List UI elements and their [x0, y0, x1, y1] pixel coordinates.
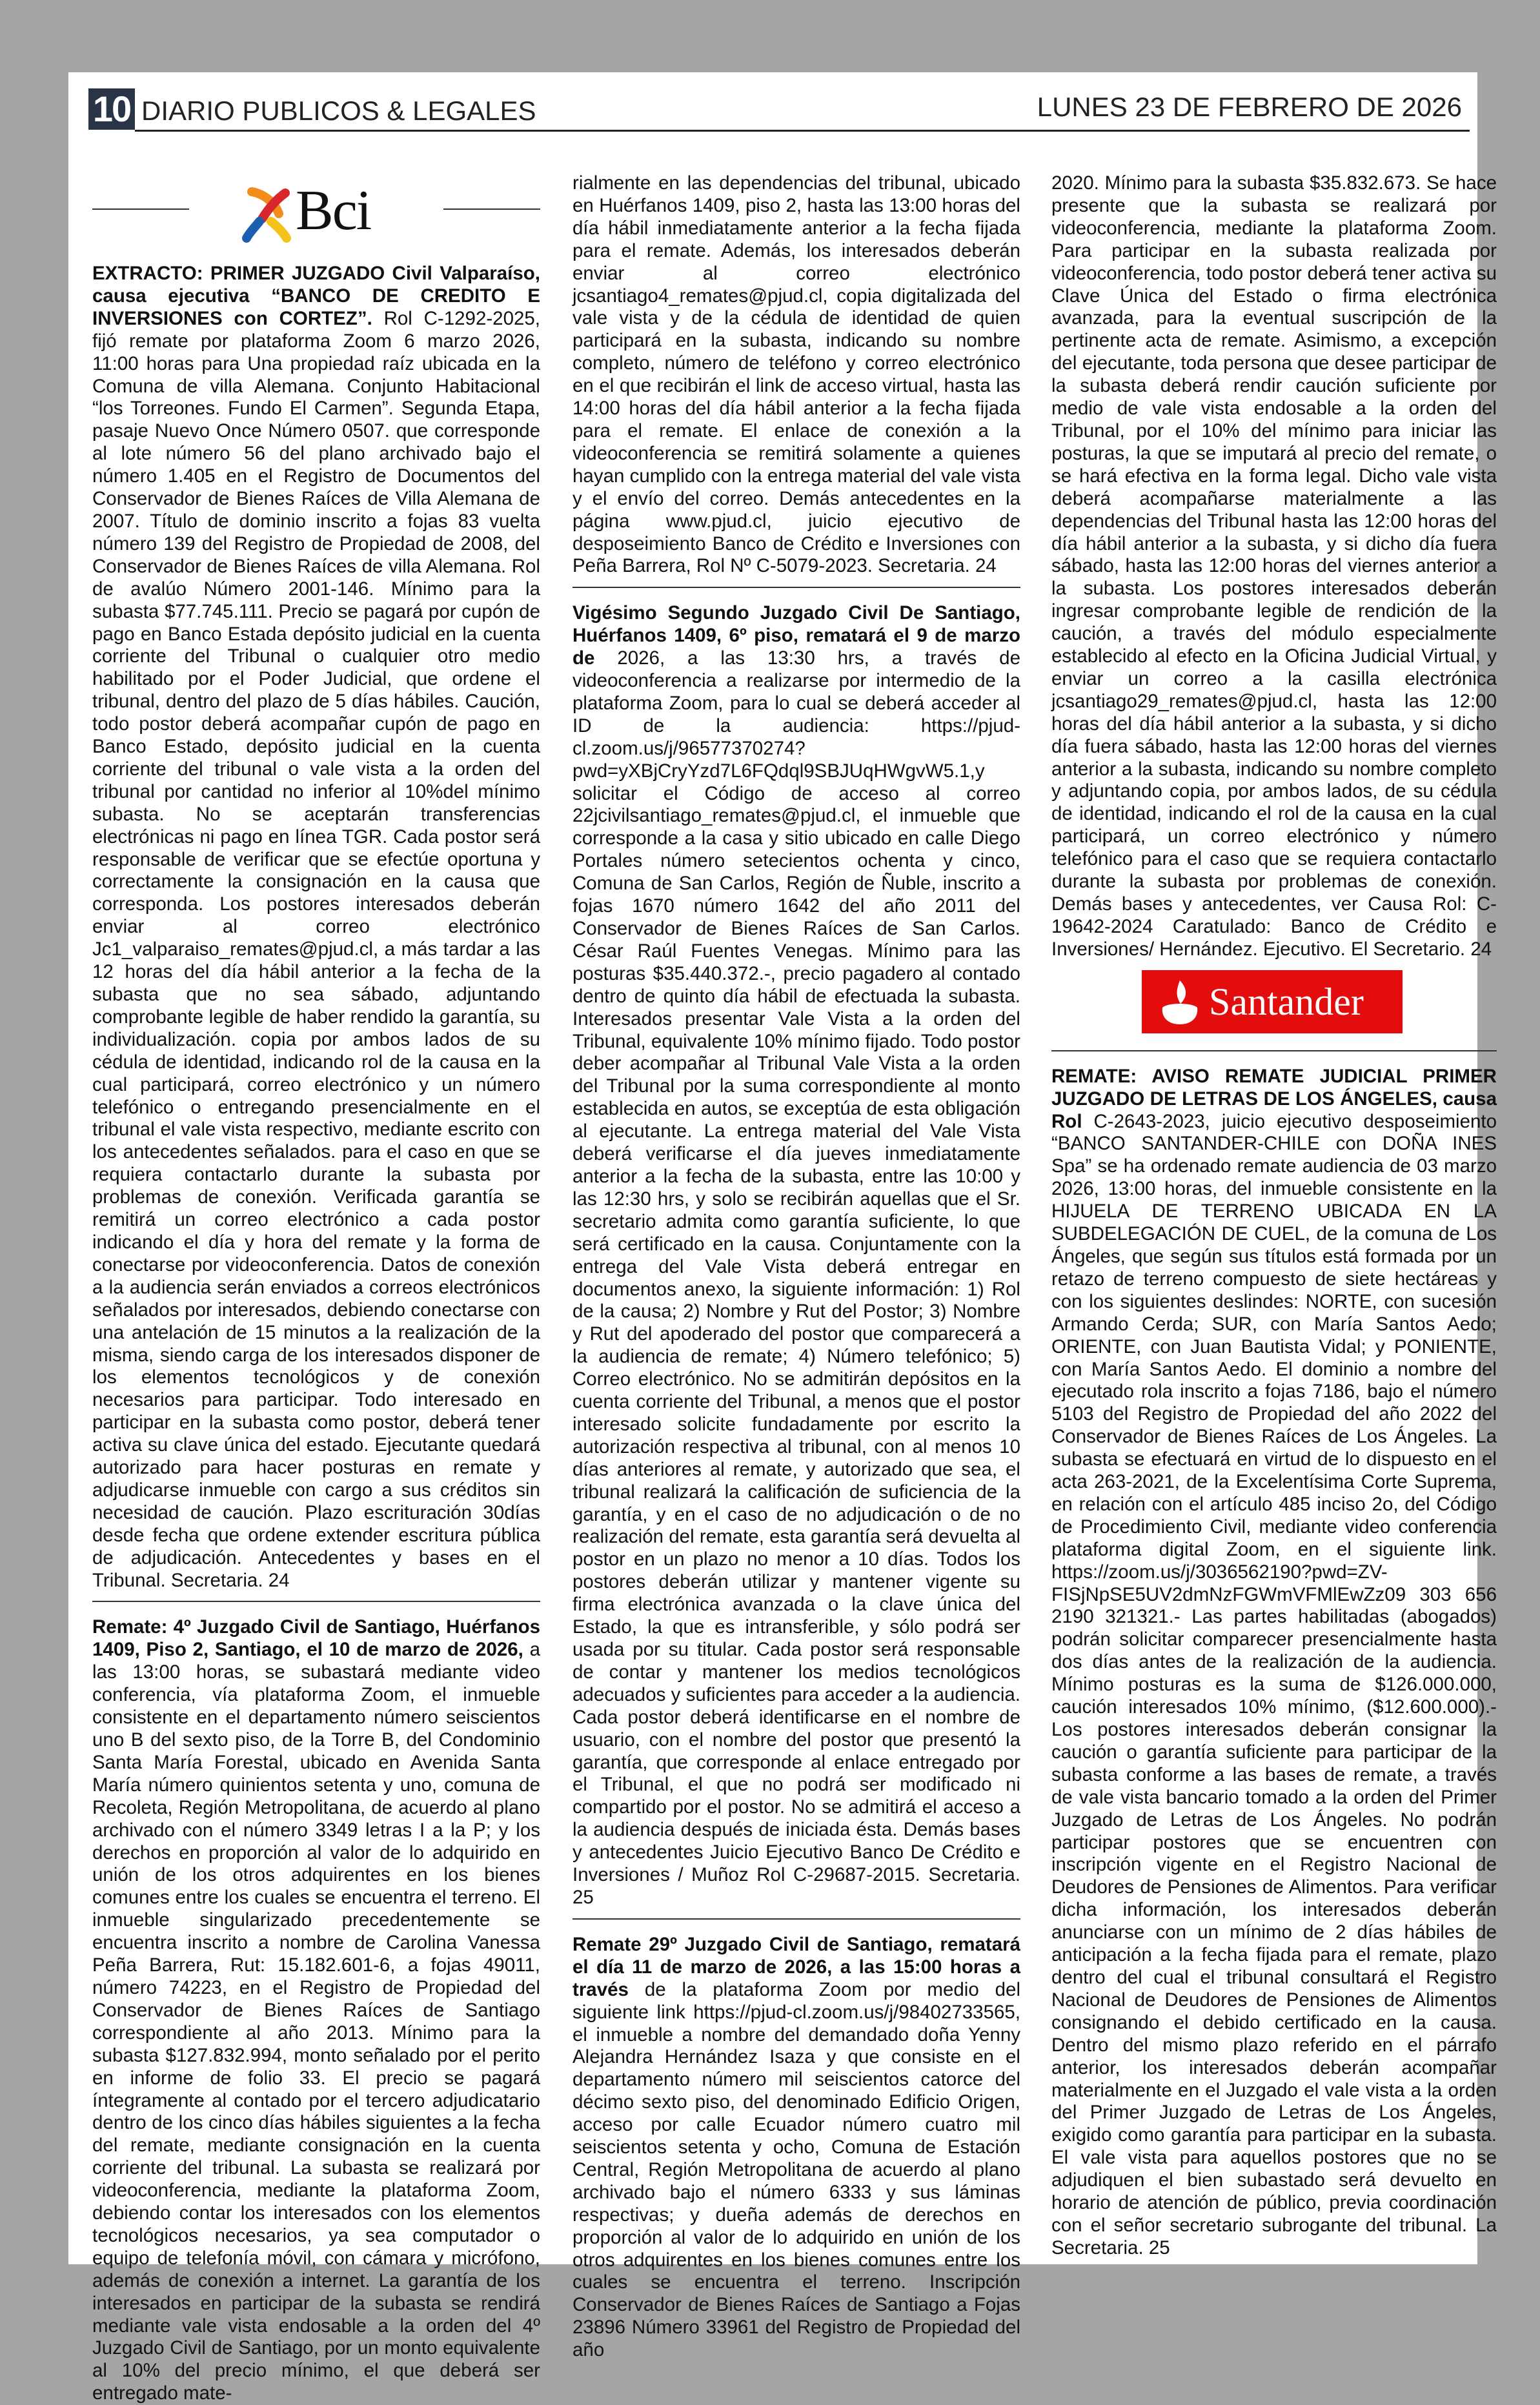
notice-body: rialmente en las dependencias del tribunal, ubicado en Huérfanos 1409, piso 2, hasta las 13:00 horas del día hábil inmediatamente anterior a la fecha fijada para el remate. Además, los interesados deberán enviar al correo electrónico jcsantiago4_remates@pjud.cl, copia digitalizada del vale vista y de la cédula de identidad de quien participará en la subasta, indicando su nombre completo, número de teléfono y correo electrónico en el que recibirán el link de acceso virtual, hasta las 14:00 horas del día hábil anterior a la fecha fijada para el remate. El enlace de conexión a la videoconferencia se remitirá solamente a quienes hayan cumplido con la entrega material del vale vista y el envío del correo. Demás antecedentes en la página www.pjud.cl, juicio ejecutivo de desposeimiento Banco de Crédito e Inversiones con Peña Barrera, Rol Nº C-5079-2023. Secretaria. 24 — [572, 172, 1020, 577]
logo-rule-right — [443, 208, 540, 210]
bci-logo — [92, 172, 540, 249]
notice-body: C-2643-2023, juicio ejecutivo desposeimiento “BANCO SANTANDER-CHILE con DOÑA INES Spa” se ha ordenado remate audiencia de 03 marzo 2026, 13:00 horas, del inmueble consistente en la HIJUELA DE TERRENO UBICADA EN LA SUBDELEGACIÓN DE CUEL, de la comuna de Los Ángeles, que según sus títulos está formada por un retazo de terreno compuesto de siete hectáreas y con los siguientes deslindes: NORTE, con sucesión Armando Cerda; SUR, con María Santos Aedo; ORIENTE, con Juan Bautista Vidal; y PONIENTE, con María Santos Aedo. El dominio a nombre del ejecutado rola inscrito a fojas 7186, bajo el número 5103 del Registro de Propiedad del año 2022 del Conservador de Bienes Raíces de Los Ángeles. La subasta se efectuará en virtud de lo dispuesto en el acta 263-2021, de la Excelentísima Corte Suprema, en relación con el artículo 485 inciso 2o, del Código de Procedimiento Civil, mediante video conferencia plataforma digital Zoom, en el siguiente link. https://zoom.us/j/3036562190?pwd=ZV-FISjNpSE5UV2dmNzFGWmVFMlEwZz09 303 656 2190 321321.- Las partes habilitadas (abogados) podrán solicitar comparecer presencialmente hasta dos días antes de la realización de la audiencia. Mínimo posturas es la suma de $126.000.000, caución interesados 10% mínimo, ($12.600.000).- Los postores interesados deberán consignar la caución o garantía suficiente para participar de la subasta conforme a las bases de remate, a través de vale vista bancario tomado a la orden del Primer Juzgado de Letras de Los Ángeles. No podrán participar postores que se encuentren con inscripción vigente en el Registro Nacional de Deudores de Pensiones de Alimentos. Para verificar dicha información, los interesados deberán anunciarse con un mínimo de 2 días hábiles de anticipación a la fecha fijada para el remate, plazo dentro del cual el tribunal consultará el Registro Nacional de Deudores de Pensiones de Alimentos consignando el debido certificado en la causa. Dentro del mismo plazo referido en el párrafo anterior, los interesados deberán acompañar materialmente en el Juzgado el vale vista a la orden del Primer Juzgado de Letras de Los Ángeles, exigido como garantía para participar en la subasta. El vale vista para aquellos postores que no se adjudiquen el bien subastado será devuelto en horario de atención de público, previa coordinación con el señor secretario subrogante del tribunal. La Secretaria. 25 — [1051, 1110, 1497, 2258]
santander-logo-text: Santander — [1209, 980, 1364, 1023]
notice-body: a las 13:00 horas, se subastará mediante video conferencia, vía plataforma Zoom, el inmueble consistente en el departamento número seiscientos uno B del sexto piso, de la Torre B, del Condominio Santa María Forestal, ubicado en Avenida Santa María número quinientos setenta y uno, comuna de Recoleta, Región Metropolitana, de acuerdo al plano archivado con el número 3349 letras I a la P; y los derechos en proporción al valor de lo adquirido en unión de los otros adquirentes en los bienes comunes entre los cuales se encuentra el terreno. El inmueble singularizado precedentemente se encuentra inscrito a nombre de Carolina Vanessa Peña Barrera, Rut: 15.182.601-6, a fojas 49011, número 74223, en el Registro de Propiedad del Conservador de Bienes Raíces de Santiago correspondiente al año 2013. Mínimo para la subasta $127.832.994, monto señalado por el perito en informe de folio 33. El precio se pagará íntegramente al contado por el tercero adjudicatario dentro de los cinco días hábiles siguientes a la fecha del remate, mediante consignación en la cuenta corriente del tribunal. La subasta se realizará por videoconferencia, mediante la plataforma Zoom, debiendo contar los interesados con los elementos tecnológicos necesarios, ya sea computador o equipo de telefonía móvil, con cámara y micrófono, además de conexión a internet. La garantía de los interesados en participar de la subasta se rendirá mediante vale vista endosable a la orden del 4º Juzgado Civil de Santiago, por un monto equivalente al 10% del precio mínimo, el que deberá ser entregado mate- — [92, 1639, 540, 2404]
notice-divider — [572, 587, 1020, 588]
santander-logo-box — [1142, 970, 1403, 1033]
bci-logo-mark — [240, 179, 408, 243]
notice-29-juzgado-santiago — [572, 1934, 1020, 2362]
bci-swirl-icon — [240, 185, 298, 243]
column-1 — [92, 172, 540, 2404]
notice-heading: Remate 29º Juzgado Civil de Santiago, rematará el día 11 de marzo de 2026, a las 15:00 horas a través — [572, 1933, 1020, 2000]
notice-bci-valparaiso — [92, 263, 540, 1592]
notice-santander-los-angeles — [1051, 1066, 1497, 2260]
notice-heading: Remate: 4º Juzgado Civil de Santiago, Huérfanos 1409, Piso 2, Santiago, el 10 de marzo de 2026, — [92, 1616, 540, 1661]
paper-name: DIARIO PUBLICOS & LEGALES — [141, 96, 536, 126]
notice-body: de la plataforma Zoom por medio del siguiente link https://pjud-cl.zoom.us/j/98402733565, el inmueble a nombre del demandado doña Yenny Alejandra Hernández Isaza y que consiste en el departamento número mil seiscientos catorce del décimo sexto piso, del denominado Edificio Origen, acceso por calle Ecuador número cuatro mil seiscientos setenta y ocho, Comuna de Estación Central, Región Metropolitana de acuerdo al plano archivado bajo el número 6333 y sus láminas respectivas; y dueña además de derechos en proporción al valor de lo adquirido en unión de los otros adquirentes en los bienes comunes entre los cuales se encuentra el terreno. Inscripción Conservador de Bienes Raíces de Santiago a Fojas 23896 Número 33961 del Registro de Propiedad del año — [572, 1978, 1020, 2361]
notice-divider — [572, 1918, 1020, 1920]
notice-body: Rol C-1292-2025, fijó remate por plataforma Zoom 6 marzo 2026, 11:00 horas para Una propiedad raíz ubicada en la Comuna de villa Alemana. Conjunto Habitacional “los Torreones. Fundo El Carmen”. Segunda Etapa, pasaje Nuevo Once Número 0507. que corresponde al lote número 56 del plano archivado bajo el número 1.405 en el Registro de Documentos del Conservador de Bienes Raíces de Villa Alemana de 2007. Título de dominio inscrito a fojas 83 vuelta número 139 del Registro de Propiedad de 2008, del Conservador de Bienes Raíces de villa Alemana. Rol de avalúo Número 2001-146. Mínimo para la subasta $77.745.111. Precio se pagará por cupón de pago en Banco Estada depósito judicial en la cuenta corriente del Tribunal o cualquier otro medio habilitado por el Poder Judicial, que ordene el tribunal, dentro del plazo de 5 días hábiles. Caución, todo postor deberá acompañar cupón de pago en Banco Estado, depósito judicial en la cuenta corriente del tribunal o vale vista a la orden del tribunal por cantidad no inferior al 10%del mínimo subasta. No se aceptarán transferencias electrónicas ni pago en línea TGR. Cada postor será responsable de verificar que se efectúe oportuna y correctamente la consignación en la causa que corresponda. Los postores interesados deberán enviar al correo electrónico Jc1_valparaiso_remates@pjud.cl, a más tardar a las 12 horas del día hábil anterior a la fecha de la subasta que no sea sábado, adjuntando comprobante legible de haber rendido la garantía, su individualización. copia por ambos lados de su cédula de identidad, indicando rol de la causa en la cual participará, correo electrónico y un número telefónico o entregando presencialmente en el tribunal el vale vista respectivo, mediante escrito con los antecedentes señalados. para el caso en que se requiera contactarlo durante la subasta por problemas de conexión. Verificada garantía se remitirá un correo electrónico a cada postor indicando el día y hora del remate y la forma de conectarse por videoconferencia. Datos de conexión a la audiencia serán enviados a correos electrónicos señalados por interesados, debiendo conectarse con una antelación de 15 minutos a la realización de la misma, siendo carga de los interesados disponer de los elementos tecnológicos y de conexión necesarios para participar. Todo interesado en participar en la subasta como postor, deberá tener activa su clave única del estado. Ejecutante quedará autorizado para hacer posturas en remate y adjudicarse inmueble con cargo a sus créditos sin necesidad de caución. Plazo escrituración 30días desde fecha que ordene extender escritura pública de adjudicación. Antecedentes y bases en el Tribunal. Secretaria. 24 — [92, 307, 540, 1591]
notice-heading: Vigésimo Segundo Juzgado Civil De Santiago, Huérfanos 1409, 6º piso, rematará el 9 de marzo de — [572, 602, 1020, 669]
notice-22-juzgado-santiago — [572, 602, 1020, 1909]
notice-heading: EXTRACTO: PRIMER JUZGADO Civil Valparaíso, causa ejecutiva “BANCO DE CREDITO E INVERSIONES con CORTEZ”. — [92, 263, 540, 329]
column-2 — [572, 172, 1020, 2361]
notice-divider — [1051, 1050, 1497, 1051]
issue-date: LUNES 23 DE FEBRERO DE 2026 — [1037, 92, 1462, 122]
column-3 — [1051, 172, 1497, 2258]
newspaper-sheet — [68, 72, 1497, 2404]
page-header — [88, 88, 1470, 134]
notice-heading: REMATE: AVISO REMATE JUDICIAL PRIMER JUZGADO DE LETRAS DE LOS ÁNGELES, causa Rol — [1051, 1065, 1497, 1132]
bci-logo-text: Bci — [296, 179, 371, 242]
notice-4-juzgado-santiago — [92, 1616, 540, 2405]
notice-divider — [92, 1601, 540, 1602]
notice-body: 2026, a las 13:30 hrs, a través de videoconferencia a realizarse por intermedio de la plataforma Zoom, para lo cual se deberá acceder al ID de la audiencia: https://pjud-cl.zoom.us/j/96577370274?pwd=yXBjCryYzd7L6FQdql9SBJUqHWgvW5.1,y solicitar el Código de acceso al correo 22jcivilsantiago_remates@pjud.cl, el inmueble que corresponde a la casa y sitio ubicado en calle Diego Portales número setecientos ochenta y cinco, Comuna de San Carlos, Región de Ñuble, inscrito a fojas 1670 número 1642 del año 2011 del Conservador de Bienes Raíces de San Carlos. César Raúl Fuentes Venegas. Mínimo para las posturas $35.440.372.-, precio pagadero al contado dentro de quinto día hábil de efectuada la subasta. Interesados presentar Vale Vista a la orden del Tribunal, equivalente 10% mínimo fijado. Todo postor deber acompañar al Tribunal Vale Vista a la orden del Tribunal por la suma correspondiente al monto establecida en autos, se exceptúa de esta obligación al ejecutante. La entrega material del Vale Vista deberá verificarse el día jueves inmediatamente anterior a la fecha de la subasta, entre las 10:00 y las 12:30 hrs, y solo se recibirán aquellas que el Sr. secretario admita como garantía suficiente, lo que será certificado en la causa. Conjuntamente con la entrega del Vale Vista deberá entregar en documentos anexo, la siguiente información: 1) Rol de la causa; 2) Nombre y Rut del Postor; 3) Nombre y Rut del apoderado del postor que comparecerá a la audiencia de remate; 4) Número telefónico; 5) Correo electrónico. No se admitirán depósitos en la cuenta corriente del Tribunal, a menos que el postor interesado solicite fundadamente por escrito la autorización respectiva al tribunal, con al menos 10 días anteriores al remate, y autorizado que sea, el tribunal realizará la calificación de suficiencia de la garantía, y en el caso de no adjudicación o de no realización del remate, esta garantía será devuelta al postor en un plazo no menor a 10 días. Todos los postores deberán utilizar y mantener vigente su firma electrónica avanzada o la clave única del Estado, la que es intransferible, y sólo podrá ser usada por su titular. Cada postor será responsable de contar y mantener los medios tecnológicos adecuados y suficientes para acceder a la audiencia. Cada postor deberá identificarse en el nombre de usuario, con el nombre del postor que presentó la garantía, que corresponde al enlace entregado por el Tribunal, el que no podrá ser modificado ni compartido por el postor. No se admitirá el acceso a la audiencia después de iniciada ésta. Demás bases y antecedentes Juicio Ejecutivo Banco De Crédito e Inversiones / Muñoz Rol C-29687-2015. Secretaria. 25 — [572, 647, 1020, 1908]
notice-body: 2020. Mínimo para la subasta $35.832.673. Se hace presente que la subasta se realizará por videoconferencia, mediante la plataforma Zoom. Para participar en la subasta realizada por videoconferencia, todo postor deberá tener activa su Clave Única del Estado o firma electrónica avanzada, para la eventual suscripción de la pertinente acta de remate. Asimismo, a excepción del ejecutante, toda persona que desee participar de la subasta deberá rendir caución suficiente por medio de vale vista endosable a la orden del Tribunal, por el 10% del mínimo para iniciar las posturas, la que se imputará al precio del remate, o se hará efectiva en la forma legal. Dicho vale vista deberá acompañarse materialmente a las dependencias del Tribunal hasta las 12:00 horas del día hábil anterior a la subasta, y si dicho día fuera sábado, hasta las 12:00 horas del viernes anterior a la subasta. Los postores interesados deberán ingresar comprobante legible de rendición de la caución, a través del módulo especialmente establecido al efecto en la Oficina Judicial Virtual, y enviar un correo a la casilla electrónica jcsantiago29_remates@pjud.cl, hasta las 12:00 horas del día hábil anterior a la subasta, y si dicho día fuera sábado, hasta las 12:00 horas del viernes anterior a la subasta, indicando su nombre completo y adjuntando copia, por ambos lados, de su cédula de identidad, indicando el rol de la causa en la cual participará, un correo electrónico y número telefónico para el caso que se requiera contactarlo durante la subasta por problemas de conexión. Demás bases y antecedentes, ver Causa Rol: C-19642-2024 Caratulado: Banco de Crédito e Inversiones/ Hernández. Ejecutivo. El Secretario. 24 — [1051, 172, 1497, 960]
santander-flame-icon — [1157, 978, 1202, 1027]
header-rule — [135, 130, 1470, 132]
notice-29-juzgado-continued — [1051, 172, 1497, 961]
santander-logo — [1051, 970, 1497, 1041]
page-number: 10 — [88, 88, 135, 130]
notice-4-juzgado-continued — [572, 172, 1020, 578]
logo-rule-left — [92, 208, 189, 210]
